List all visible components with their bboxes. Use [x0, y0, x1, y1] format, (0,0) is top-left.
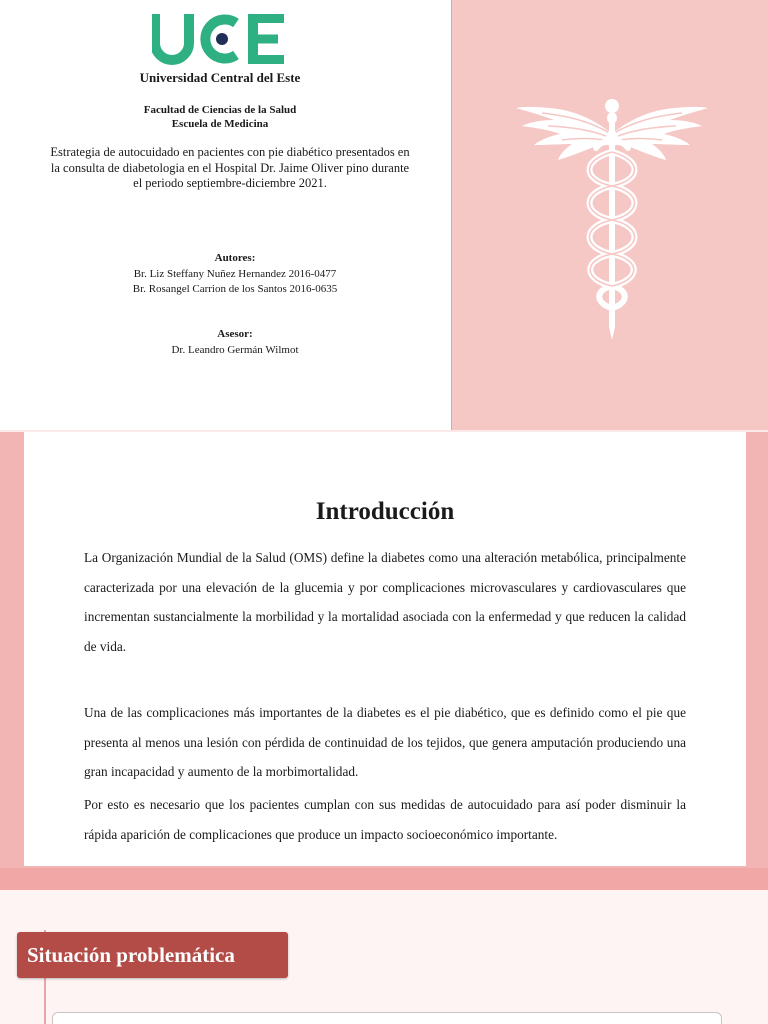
uce-logo	[152, 10, 288, 68]
introduction-title: Introducción	[315, 498, 455, 525]
thesis-title: Estrategia de autocuidado en pacientes con pie diabético presentados en la consulta de diabetologia en el Hospital Dr. Jaime Oliver pino durante el periodo septiembre-diciembre 2021.	[50, 145, 410, 190]
author-2: Br. Rosangel Carrion de los Santos 2016-0635	[132, 283, 338, 295]
advisor-block	[60, 327, 410, 358]
authors-label: Autores:	[214, 252, 256, 264]
introduction-slide	[0, 432, 768, 890]
introduction-card	[24, 432, 746, 866]
introduction-paragraph: La Organización Mundial de la Salud (OMS) define la diabetes como una alteración metabólica, principalmente caracterizada por una elevación de la glucemia y por complicaciones microvasculares y cardiovasculares que incrementan sustancialmente la morbilidad y la mortalidad asociada con la enfermedad y que reducen la calidad de vida.	[84, 550, 686, 654]
content-box	[52, 1012, 722, 1024]
faculty-name: Facultad de Ciencias de la Salud	[143, 104, 297, 116]
caduceus-icon	[512, 82, 712, 344]
title-slide	[0, 0, 768, 432]
school-name: Escuela de Medicina	[171, 118, 269, 130]
advisor-label: Asesor:	[217, 328, 253, 340]
author-1: Br. Liz Steffany Nuñez Hernandez 2016-0477	[133, 267, 337, 280]
introduction-paragraph: Una de las complicaciones más importantes de la diabetes es el pie diabético, que es definido como el pie que presenta al menos una lesión con pérdida de continuidad de los tejidos, que genera amputación produciendo una gran incapacidad y aumento de la morbimortalidad.	[84, 705, 686, 779]
logo-text: UCE	[152, 10, 154, 11]
decorative-panel	[451, 0, 768, 432]
faculty-block	[60, 103, 380, 131]
authors-block	[60, 251, 410, 298]
problem-slide	[0, 890, 768, 1024]
slide-bottom-band	[0, 868, 768, 890]
introduction-paragraph: Por esto es necesario que los pacientes cumplan con sus medidas de autocuidado para así poder disminuir la rápida aparición de complicaciones que produce un impacto socioeconómico importante.	[84, 797, 686, 842]
university-name: Universidad Central del Este	[139, 70, 301, 85]
advisor-name: Dr. Leandro Germán Wilmot	[171, 343, 299, 356]
problem-title: Situación problemática	[17, 932, 288, 978]
